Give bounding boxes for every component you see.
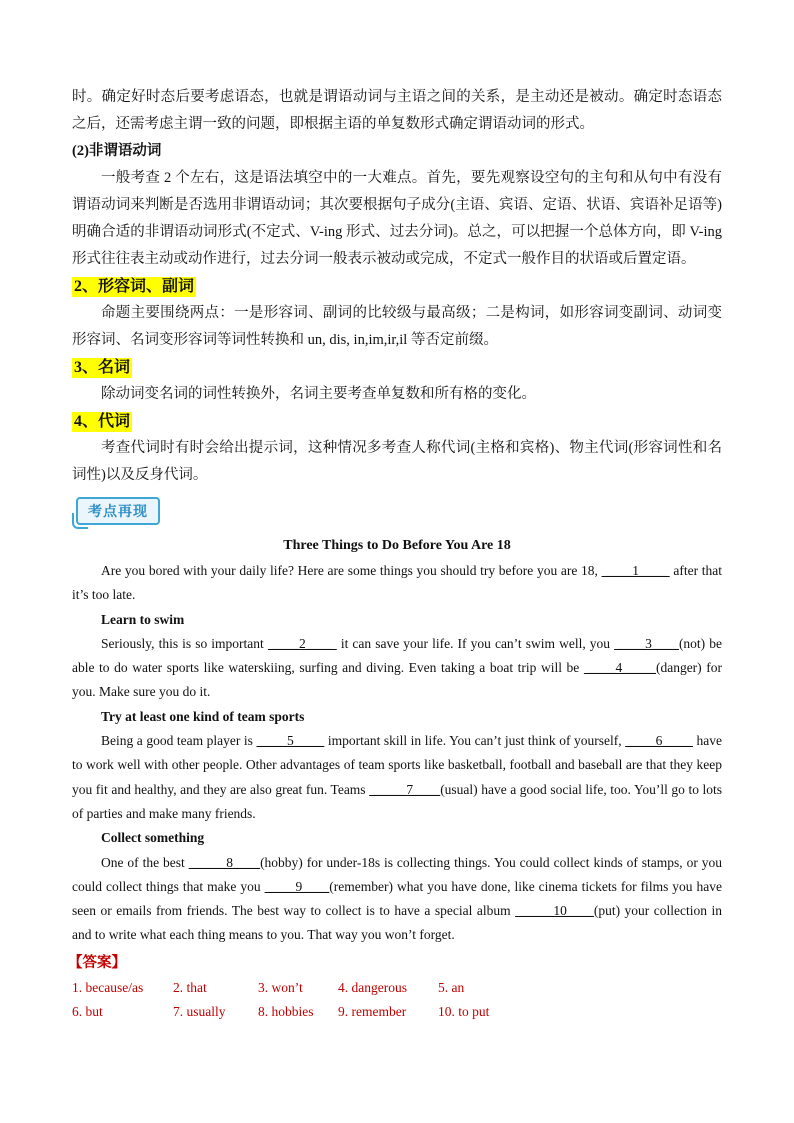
intro-paragraph-5: 考查代词时有时会给出提示词，这种情况多考查人称代词(主格和宾格)、物主代词(形容词性和名词性)以及反身代词。 [72, 440, 722, 483]
passage-paragraph-2: Seriously, this is so important ____2____ it can save your life. If you can’t swim well, you ____3____(not) be able to do water sports like waterskiing, surfing and diving. Even taking a boat trip will be ____4_____(danger) for you. Make sure you do it. [72, 635, 722, 700]
answer-row-1 [72, 976, 722, 1000]
heading-nouns: 3、名词 [74, 358, 131, 376]
heading-adjectives-adverbs: 2、形容词、副词 [74, 277, 195, 295]
answer-item: 6. but [72, 1003, 103, 1019]
passage-paragraph-4: One of the best _____8____(hobby) for under-18s is collecting things. You could collect kinds of stamps, or you could collect things that make you ____9____(remember) what you have done, like cinema tickets for films you have seen or emails from friends. The best way to collect is to have a special album _____10____(put) your collection in and to write what each thing means to you. That way you won’t forget. [72, 854, 723, 943]
answer-row-2 [72, 1000, 722, 1024]
answer-item: 1. because/as [72, 979, 144, 995]
blank-3[interactable]: ____3____ [614, 635, 679, 651]
heading-pronouns: 4、代词 [74, 412, 131, 430]
heading-nonfinite-verbs: (2)非谓语动词 [72, 143, 162, 159]
intro-paragraph-3: 命题主要围绕两点：一是形容词、副词的比较级与最高级；二是构词，如形容词变副词、动词变形容词、名词变形容词等词性转换和 un, dis, in,im,ir,il 等否定前缀。 [72, 305, 722, 348]
passage-paragraph-3: Being a good team player is ____5____ important skill in life. You can’t just think of yourself, ____6____ have to work well with other people. Other advantages of team sports like basketball, football and baseball are that they keep you fit and healthy, and they are also great fun. Teams _____7____(usual) have a good social life, too. You’ll go to lots of parties and make many friends. [72, 733, 723, 821]
blank-10[interactable]: _____10____ [515, 903, 594, 919]
blank-5[interactable]: ____5____ [256, 733, 325, 749]
blank-4[interactable]: ____4_____ [583, 660, 656, 676]
answer-item: 8. hobbies [258, 1003, 314, 1019]
answer-item: 10. to put [438, 1003, 490, 1019]
blank-7[interactable]: _____7____ [369, 781, 441, 797]
blank-6[interactable]: ____6____ [625, 733, 693, 749]
subheading-team-sports: Try at least one kind of team sports [101, 708, 305, 724]
answer-label: 【答案】 [68, 954, 126, 971]
answer-item: 3. won’t [258, 979, 303, 995]
passage-title: Three Things to Do Before You Are 18 [283, 538, 511, 553]
answer-item: 5. an [438, 979, 465, 995]
blank-2[interactable]: ____2____ [267, 635, 337, 651]
subheading-learn-to-swim: Learn to swim [101, 611, 185, 627]
document-page [68, 84, 723, 1024]
answer-item: 9. remember [338, 1003, 407, 1019]
blank-9[interactable]: ____9____ [264, 878, 330, 894]
intro-paragraph-2: 一般考查 2 个左右，这是语法填空中的一大难点。首先，要先观察设空句的主句和从句中有没有谓语动词来判断是否选用非谓语动词；其次要根据句子成分(主语、宾语、定语、状语、宾语补足语等)明确合适的非谓语动词形式(不定式、V-ing 形式、过去分词)。总之，可以把握一个总体方向，即 V-ing 形式往往表主动或动作进行，过去分词一般表示被动或完成，不定式一般作目的状语或后置定语。 [72, 170, 722, 267]
blank-1[interactable]: ____1____ [601, 563, 670, 578]
section-badge: 考点再现 [76, 497, 160, 525]
answer-item: 4. dangerous [338, 979, 407, 995]
blank-8[interactable]: _____8____ [188, 854, 261, 870]
subheading-collect-something: Collect something [101, 830, 205, 846]
intro-paragraph-4: 除动词变名词的词性转换外，名词主要考查单复数和所有格的变化。 [101, 386, 536, 402]
intro-paragraph-1: 时。确定好时态后要考虑语态，也就是谓语动词与主语之间的关系，是主动还是被动。确定时态语态之后，还需考虑主谓一致的问题，即根据主语的单复数形式确定谓语动词的形式。 [72, 89, 722, 132]
answer-item: 7. usually [173, 1003, 226, 1019]
passage-paragraph-1: Are you bored with your daily life? Here are some things you should try before you are 18, ____1____ after that it’s too late. [72, 563, 722, 603]
answer-item: 2. that [173, 979, 207, 995]
